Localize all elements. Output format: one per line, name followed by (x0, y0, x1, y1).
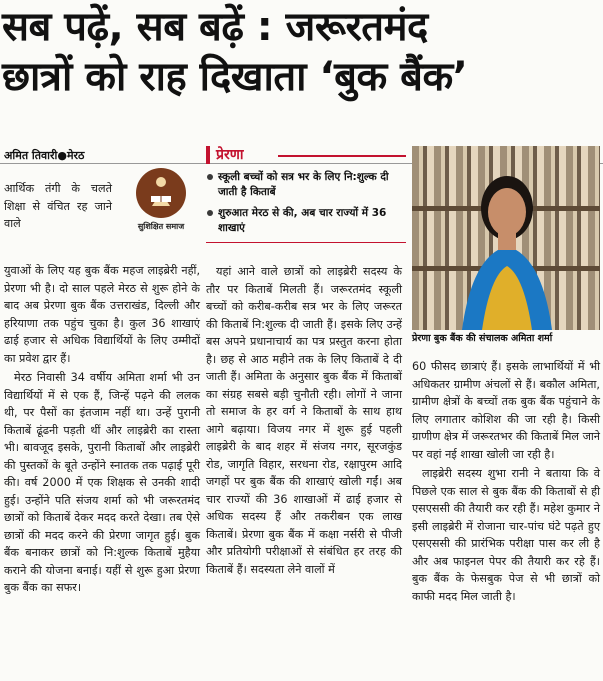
bullet-text: शुरुआत मेरठ से की, अब चार राज्यों में 36 शाखाएं (218, 207, 387, 234)
bullet-dot-icon (207, 174, 213, 180)
photo-amita-sharma (412, 146, 600, 330)
logo-label: सुशिक्षित समाज (137, 222, 185, 231)
article-column-1 (4, 262, 200, 599)
paragraph: मेरठ निवासी 34 वर्षीय अमिता शर्मा भी उन विद्यार्थियों में से एक हैं, जिन्हें पढ़ने की ललक थी, पर पैसों का इंतजाम नहीं था। उन्हें पुरानी किताबें ढूंढनी पड़ती थीं और लाइब्रेरी का रास्ता भी। बावजूद इसके, पुरानी किताबों और लाइब्रेरी की पुस्तकों के बूते उन्होंने स्नातक तक पढ़ाई पूरी की। वर्ष 2000 में एक शिक्षक से उनकी शादी हुई। उन्होंने पति संजय शर्मा को भी जरूरतमंद छात्रों को किताबें देकर मदद करते देखा। तब ऐसे छात्रों की मदद करने की प्रेरणा जागृत हुई। बुक बैंक बनाकर छात्रों को नि:शुल्क किताबें मुहैया कराने की योजना बनाई। यहीं से शुरू हुआ प्रेरणा बुक बैंक का सफर। (4, 371, 200, 594)
highlight-bullet (206, 170, 406, 200)
paragraph: युवाओं के लिए यह बुक बैंक महज लाइब्रेरी नहीं, प्रेरणा भी है। दो साल पहले मेरठ से शुरू होने के बाद अब प्रेरणा बुक बैंक उत्तराखंड, दिल्ली और हरियाणा तक पहुंच चुका है। कुल 36 शाखाएं ढाई हजार से अधिक विद्यार्थियों के लिए उम्मीदों का प्रवेश द्वार हैं। (4, 264, 200, 365)
photo-caption: प्रेरणा बुक बैंक की संचालक अमिता शर्मा (412, 333, 553, 344)
prerna-highlight-box (206, 146, 406, 262)
reading-person-icon (136, 168, 186, 218)
prerna-rule (206, 242, 406, 243)
article-column-3 (412, 358, 600, 607)
highlight-bullet (206, 206, 406, 236)
headline-line-2: छात्रों को राह दिखाता ‘बुक बैंक’ (2, 54, 468, 100)
headline-line-1: सब पढ़ें, सब बढ़ें : जरूरतमंद (2, 4, 428, 50)
byline: अमित तिवारी●मेरठ (4, 149, 85, 162)
article-column-2 (206, 263, 402, 580)
column-1-intro: आर्थिक तंगी के चलते शिक्षा से वंचित रह जाने वाले (4, 182, 112, 230)
person-figure-icon (412, 146, 600, 330)
headline (2, 2, 601, 102)
bullet-dot-icon (207, 210, 213, 216)
paragraph: लाइब्रेरी सदस्य शुभा रानी ने बताया कि वे पिछले एक साल से बुक बैंक की किताबों से ही एसएससी की तैयारी कर रही हैं। महेश कुमार ने इसी लाइब्रेरी में रोजाना चार-पांच घंटे पढ़ते हुए एसएससी की प्रारंभिक परीक्षा पास कर ली है और अब फाइनल पेपर की तैयारी कर रहे हैं। बुक बैंक के फेसबुक पेज से भी छात्रों को काफी मदद मिल जाती है। (412, 467, 600, 603)
prerna-title: प्रेरणा (206, 146, 406, 164)
paragraph: यहां आने वाले छात्रों को लाइब्रेरी सदस्य के तौर पर किताबें मिलती हैं। जरूरतमंद स्कूली बच्चों को करीब-करीब सत्र भर के लिए जरूरत की किताबें नि:शुल्क दी जाती हैं। इसके लिए उन्हें बस अपने प्रधानाचार्य का पत्र प्रस्तुत करना होता है। छह से आठ महीने तक के लिए किताबें दे दी जाती हैं। अमिता के अनुसार बुक बैंक में किताबों का संग्रह सबसे बड़ी चुनौती रही। लोगों ने जाना तो समाज के हर वर्ग ने किताबों के साथ हाथ आगे बढ़ाया। विजय नगर में शुरू हुई पहली लाइब्रेरी के बाद शहर में संजय नगर, सूरजकुंड रोड, जागृति विहार, सरधना रोड, रक्षापुरम आदि जगहों पर बुक बैंक की शाखाएं खोली गईं। अब चार राज्यों की 36 शाखाओं में ढाई हजार से अधिक सदस्य हैं और तकरीबन एक लाख किताबें। प्रेरणा बुक बैंक में कक्षा नर्सरी से पीजी और प्रतियोगी परीक्षाओं से संबंधित हर तरह की किताबें हैं। सदस्यता लेने वालों में (206, 265, 402, 576)
bullet-text: स्कूली बच्चों को सत्र भर के लिए नि:शुल्क दी जाती है किताबें (218, 171, 389, 198)
sushikshit-samaj-logo (118, 164, 204, 240)
paragraph: 60 फीसद छात्राएं हैं। इसके लाभार्थियों में भी अधिकतर ग्रामीण अंचलों से हैं। बकौल अमिता, ग्रामीण क्षेत्रों के बच्चों तक बुक बैंक पहुंचाने के लिए लगातार कोशिश की जा रही है। किसी ग्राणीण क्षेत्र में जरूरतभर की किताबें मिल जाने पर वहां नई शाखा खोली जा रही है। (412, 360, 600, 461)
